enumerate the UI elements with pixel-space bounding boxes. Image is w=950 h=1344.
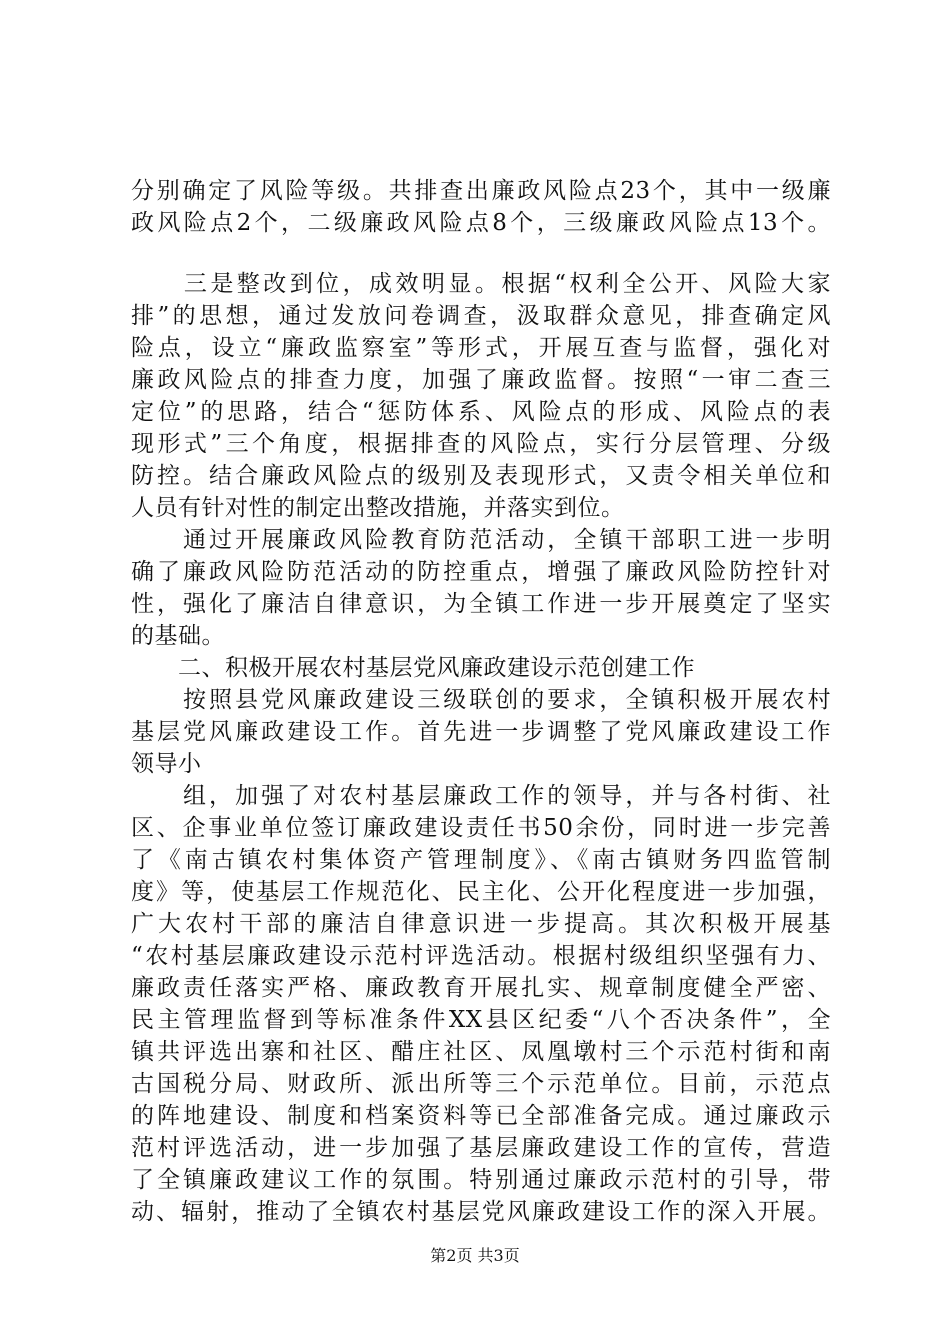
paragraph-line: 廉政风险点的排查力度，加强了廉政监督。按照“一审二查三 (131, 367, 831, 393)
paragraph-line: 按照县党风廉政建设三级联创的要求，全镇积极开展农村 (131, 687, 831, 713)
paragraph-line: 了《南古镇农村集体资产管理制度》、《南古镇财务四监管制 (131, 847, 831, 873)
paragraph-line: 廉政责任落实严格、廉政教育开展扎实、规章制度健全严密、 (131, 975, 831, 1001)
paragraph-line: 度》等，使基层工作规范化、民主化、公开化程度进一步加强， (131, 879, 831, 905)
paragraph-line: 区、企事业单位签订廉政建设责任书50余份，同时进一步完善 (131, 815, 831, 841)
paragraph-line: 定位”的思路，结合“惩防体系、风险点的形成、风险点的表 (131, 399, 831, 425)
paragraph-line: 广大农村干部的廉洁自律意识进一步提高。其次积极开展基 (131, 911, 831, 937)
section-heading: 二、积极开展农村基层党风廉政建设示范创建工作 (131, 655, 695, 681)
page-number-footer: 第2页 共3页 (430, 1246, 520, 1265)
paragraph-line: 组，加强了对农村基层廉政工作的领导，并与各村街、社 (131, 783, 831, 809)
paragraph-line: 防控。结合廉政风险点的级别及表现形式，又责令相关单位和 (131, 463, 831, 489)
paragraph-line: “农村基层廉政建设示范村评选活动。根据村级组织坚强有力、 (131, 943, 831, 969)
paragraph-line: 性，强化了廉洁自律意识，为全镇工作进一步开展奠定了坚实 (131, 591, 831, 617)
paragraph-line: 领导小 (131, 751, 202, 777)
paragraph-line: 民主管理监督到等标准条件XX县区纪委“八个否决条件”，全 (131, 1007, 831, 1033)
paragraph-line: 确了廉政风险防范活动的防控重点，增强了廉政风险防控针对 (131, 559, 831, 585)
paragraph-line: 古国税分局、财政所、派出所等三个示范单位。目前，示范点 (131, 1071, 831, 1097)
paragraph-line: 的阵地建设、制度和档案资料等已全部准备完成。通过廉政示 (131, 1103, 831, 1129)
paragraph-line: 通过开展廉政风险教育防范活动，全镇干部职工进一步明 (131, 527, 831, 553)
paragraph-line: 人员有针对性的制定出整改措施，并落实到位。 (131, 495, 625, 521)
paragraph-line: 分别确定了风险等级。共排查出廉政风险点23个，其中一级廉 (131, 178, 831, 204)
paragraph-line: 现形式”三个角度，根据排查的风险点，实行分层管理、分级 (131, 431, 831, 457)
paragraph-line: 排”的思想，通过发放问卷调查，汲取群众意见，排查确定风 (131, 303, 831, 329)
paragraph-line: 镇共评选出寨和社区、醋庄社区、凤凰墩村三个示范村街和南 (131, 1039, 831, 1065)
paragraph-line: 险点，设立“廉政监察室”等形式，开展互查与监督，强化对 (131, 335, 831, 361)
paragraph-line: 的基础。 (131, 623, 225, 649)
paragraph-line: 范村评选活动，进一步加强了基层廉政建设工作的宣传，营造 (131, 1135, 831, 1161)
paragraph-line: 动、辐射，推动了全镇农村基层党风廉政建设工作的深入开展。 (131, 1199, 831, 1225)
paragraph-line: 基层党风廉政建设工作。首先进一步调整了党风廉政建设工作 (131, 719, 831, 745)
paragraph-line: 三是整改到位，成效明显。根据“权利全公开、风险大家 (131, 271, 831, 297)
paragraph-line: 政风险点2个，二级廉政风险点8个，三级廉政风险点13个。 (131, 210, 831, 236)
paragraph-line: 了全镇廉政建议工作的氛围。特别通过廉政示范村的引导，带 (131, 1167, 831, 1193)
